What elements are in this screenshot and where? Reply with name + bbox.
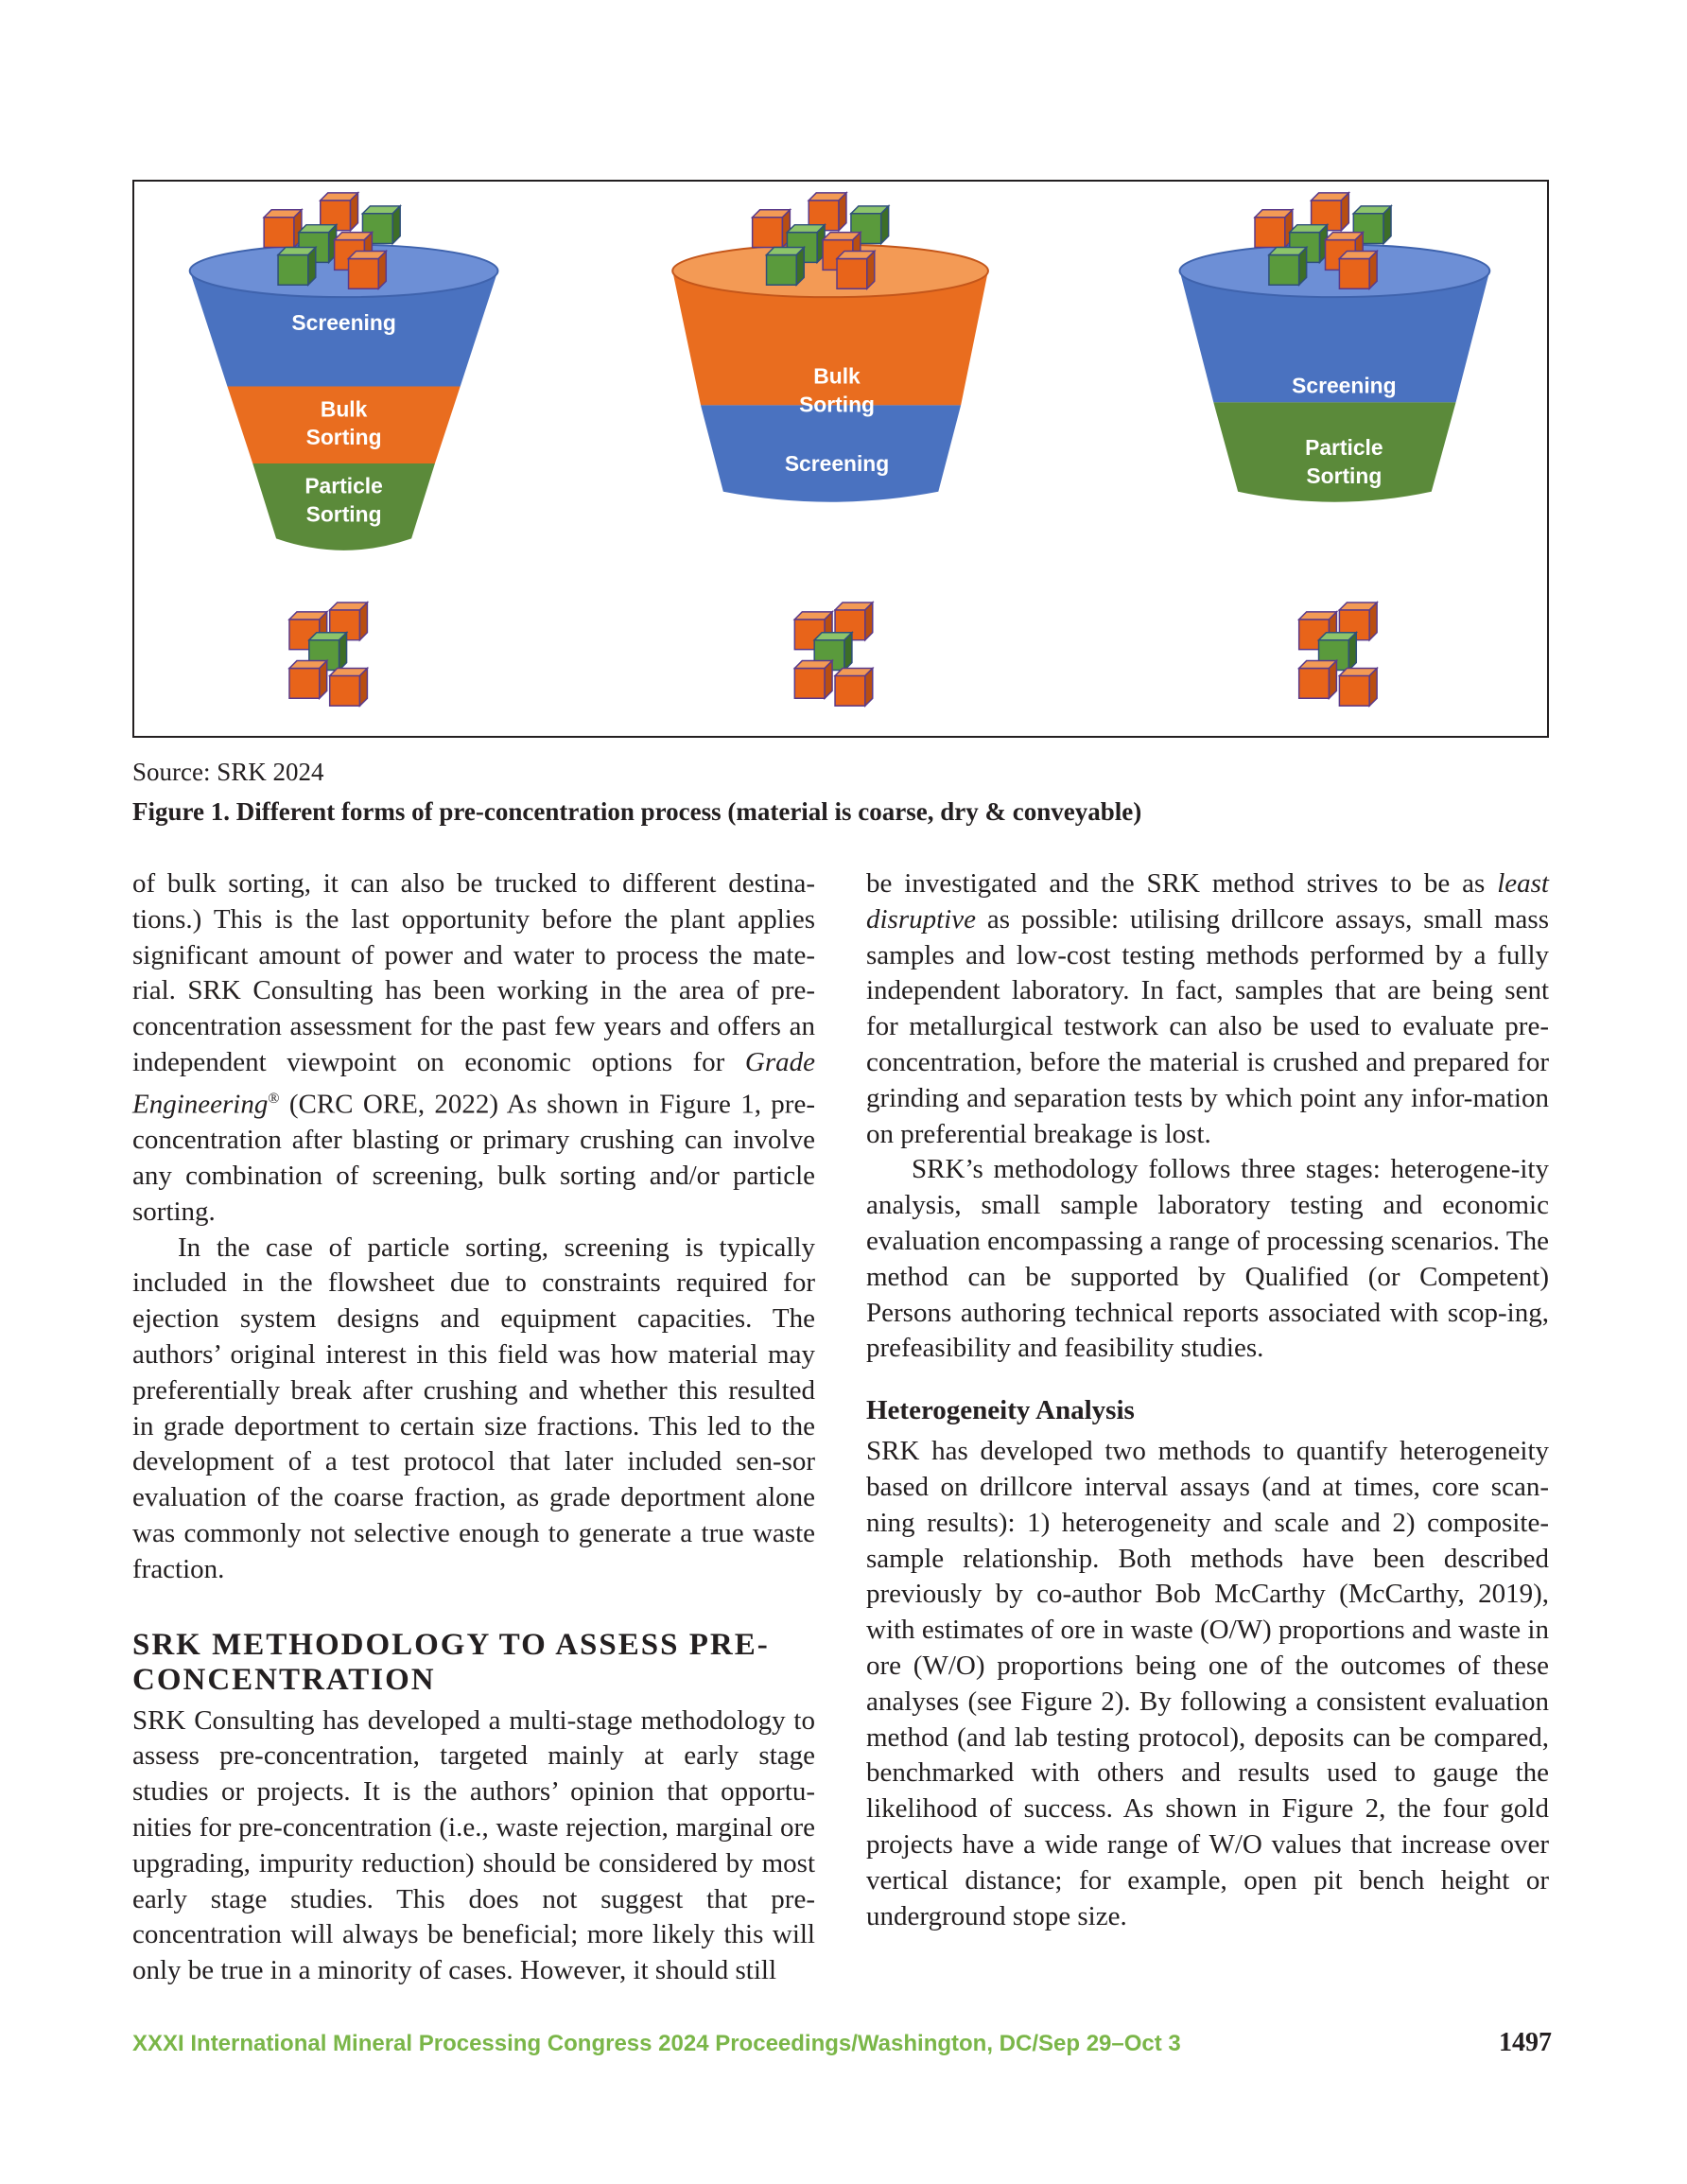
funnel-3-label-sorting: Sorting [1306,463,1383,488]
paragraph-text: be investigated and the SRK method strives to be as [866,868,1498,899]
page-number: 1497 [1499,2028,1552,2057]
section-heading: SRK METHODOLOGY TO ASSESS PRE-CONCENTRATION [132,1627,770,1697]
funnel-1-label-screening: Screening [291,309,396,335]
emphasis-text: least disruptive [866,868,1549,935]
funnel-3-label-particle: Particle [1305,435,1383,461]
paragraph [132,866,815,1231]
paragraph [866,866,1549,1152]
funnel-1-label-sorting-2: Sorting [305,501,382,527]
funnel-2-label-sorting: Sorting [799,392,875,417]
paragraph: SRK’s methodology follows three stages: heterogene-ity analysis, small sample laboratory testing and economic evaluation encompassing a range of processing scenarios. The method can be supported by Qualified (or Competent) Persons authoring technical reports associated with scop-ing, prefeasibility and feasibility studies. [866,1154,1549,1364]
paragraph-text: of bulk sorting, it can also be trucked to different destina-tions.) This is the last opportunity before the plant applies significant amount of power and water to process the mate-rial. SRK Consulting has been working in the area of pre-concentration assessment for the past few years and offers an independent viewpoint on economic options for [132,868,815,1077]
funnel-2 [672,193,988,706]
paragraph: In the case of particle sorting, screening is typically included in the flowsheet due to constraints required for ejection system designs and equipment capacities. The authors’ original interest in this field was how material may preferentially break after crushing and whether this resulted in grade deportment to certain size fractions. This led to the development of a test protocol that later included sen-sor evaluation of the coarse fraction, as grade deportment alone was commonly not selective enough to generate a true waste fraction. [132,1232,815,1584]
paragraph: SRK Consulting has developed a multi-stage methodology to assess pre-concentration, targeted mainly at early stage studies or projects. It is the authors’ opinion that opportu-nities for pre-concentration (i.e., waste rejection, marginal ore upgrading, impurity reduction) should be considered by most early stage studies. This does not suggest that pre-concentration will always be beneficial; more likely this will only be true in a minority of cases. However, it should still [132,1704,815,1986]
funnel-2-label-screening: Screening [784,450,890,476]
paragraph: SRK has developed two methods to quantify heterogeneity based on drillcore interval assays (and at times, core scan-ning results): 1) heterogeneity and scale and 2) composite-sample relationship. Both methods have been described previously by co-author Bob McCarthy (McCarthy, 2019), with estimates of ore in waste (O/W) proportions and waste in ore (W/O) proportions being one of the outcomes of these analyses (see Figure 2). By following a consistent evaluation method (and lab testing protocol), deposits can be compared, benchmarked with others and results used to gauge the likelihood of success. As shown in Figure 2, the four gold projects have a wide range of W/O values that increase over vertical distance; for example, open pit bench height or underground stope size. [866,1436,1549,1931]
funnel-3 [1180,193,1490,706]
right-column [866,866,1549,1934]
figure-1-image [132,180,1549,738]
funnel-1-label-particle: Particle [304,473,383,498]
funnel-2-label-bulk: Bulk [813,363,861,389]
registered-mark: ® [268,1090,280,1107]
footer-proceedings: XXXI International Mineral Processing Congress 2024 Proceedings/Washington, DC/Sep 29–Oct 3 [132,2031,1181,2056]
funnel-3-label-screening: Screening [1292,373,1397,398]
paragraph-text: as possible: utilising drillcore assays, small mass samples and low-cost testing methods performed by a fully independent laboratory. In fact, samples that are being sent for metallurgical testwork can also be used to evaluate pre-concentration, before the material is crushed and prepared for grinding and separation tests by which point any infor-mation on preferential breakage is lost. [866,903,1549,1149]
emphasis-text: Grade Engineering [132,1046,815,1120]
funnel-1 [190,193,498,706]
figure-caption: Figure 1. Different forms of pre-concentration process (material is coarse, dry & conveyable) [132,797,1142,826]
subsection-heading: Heterogeneity Analysis [866,1395,1135,1426]
left-column [132,866,815,1989]
funnel-1-label-sorting: Sorting [305,425,382,450]
funnel-diagram [134,182,1547,736]
figure-source: Source: SRK 2024 [132,758,324,786]
funnel-1-label-bulk: Bulk [320,396,368,422]
paragraph-text: (CRC ORE, 2022) As shown in Figure 1, pre-concentration after blasting or primary crushing can involve any combination of screening, bulk sorting and/or particle sorting. [132,1089,815,1227]
